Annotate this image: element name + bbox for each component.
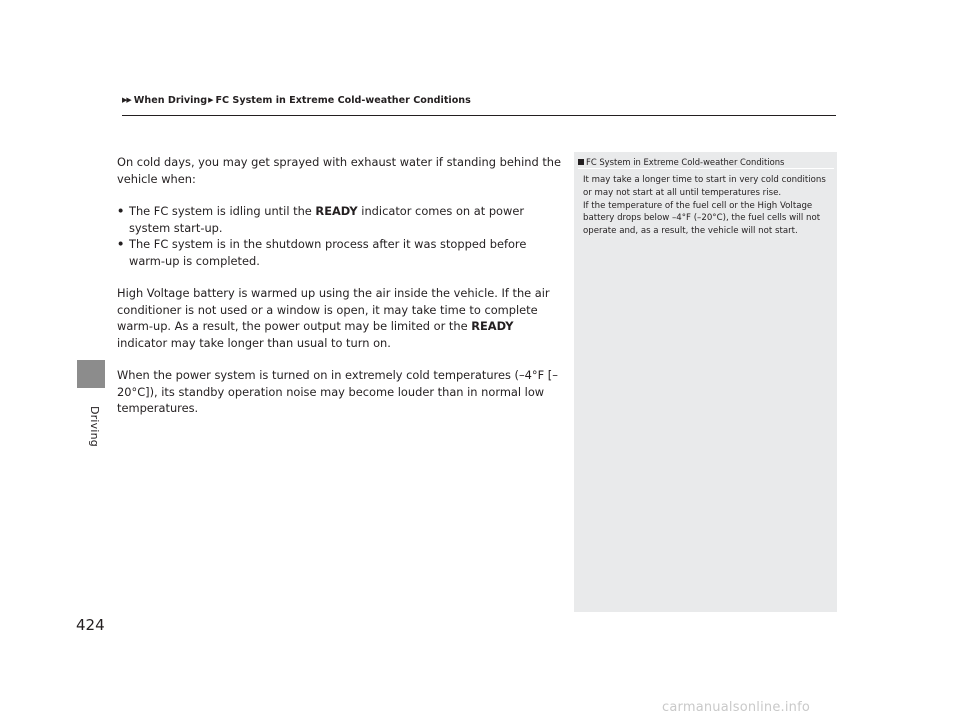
bullet-icon: • xyxy=(117,204,125,218)
ready-indicator-label: READY xyxy=(471,319,514,333)
sidebar-body xyxy=(583,174,831,238)
page-number: 424 xyxy=(76,616,105,634)
section-tab-marker xyxy=(77,360,105,388)
battery-text-after: indicator may take longer than usual to turn on. xyxy=(117,335,391,350)
breadcrumb-item-fc-system[interactable]: FC System in Extreme Cold-weather Conditions xyxy=(215,95,471,106)
header-divider xyxy=(122,115,836,116)
list-item xyxy=(117,236,563,269)
reference-marker-icon xyxy=(578,159,584,165)
sidebar-title-text: FC System in Extreme Cold-weather Conditions xyxy=(586,157,785,167)
battery-text-before: High Voltage battery is warmed up using the air inside the vehicle. If the air conditioner is not used or a window is open, it may take time to complete warm-up. As a result, the power output may be limited or the xyxy=(117,286,550,333)
section-tab-label: Driving xyxy=(88,406,101,447)
list-item xyxy=(117,203,563,236)
list-item-text-after: indicator comes on at power system start-up. xyxy=(129,204,525,235)
list-item-text: The FC system is in the shutdown process after it was stopped before warm-up is completed. xyxy=(129,237,527,268)
battery-paragraph xyxy=(117,285,563,351)
list-item-text-before: The FC system is idling until the xyxy=(129,204,316,218)
breadcrumb-item-when-driving[interactable]: When Driving xyxy=(133,95,208,106)
condition-list xyxy=(117,203,563,269)
watermark: carmanualsonline.info xyxy=(662,700,811,715)
breadcrumb-arrow-icon: ▶ xyxy=(208,96,213,104)
main-content xyxy=(117,154,563,433)
ready-indicator-label: READY xyxy=(315,204,358,218)
bullet-icon: • xyxy=(117,237,125,251)
intro-paragraph: On cold days, you may get sprayed with exhaust water if standing behind the vehicle when: xyxy=(117,155,562,186)
noise-paragraph: When the power system is turned on in extremely cold temperatures (–4°F [–20°C]), its standby operation noise may become louder than in normal low temperatures. xyxy=(117,368,558,415)
sidebar-paragraph: If the temperature of the fuel cell or the High Voltage battery drops below –4°F (–20°C), the fuel cells will not operate and, as a result, the vehicle will not start. xyxy=(583,200,821,237)
breadcrumb-arrow-icon: ▶▶ xyxy=(122,96,131,104)
sidebar-divider xyxy=(578,168,834,169)
breadcrumb xyxy=(122,95,471,106)
sidebar-paragraph: It may take a longer time to start in very cold conditions or may not start at all until temperatures rise. xyxy=(583,175,826,198)
sidebar-title xyxy=(578,157,784,167)
